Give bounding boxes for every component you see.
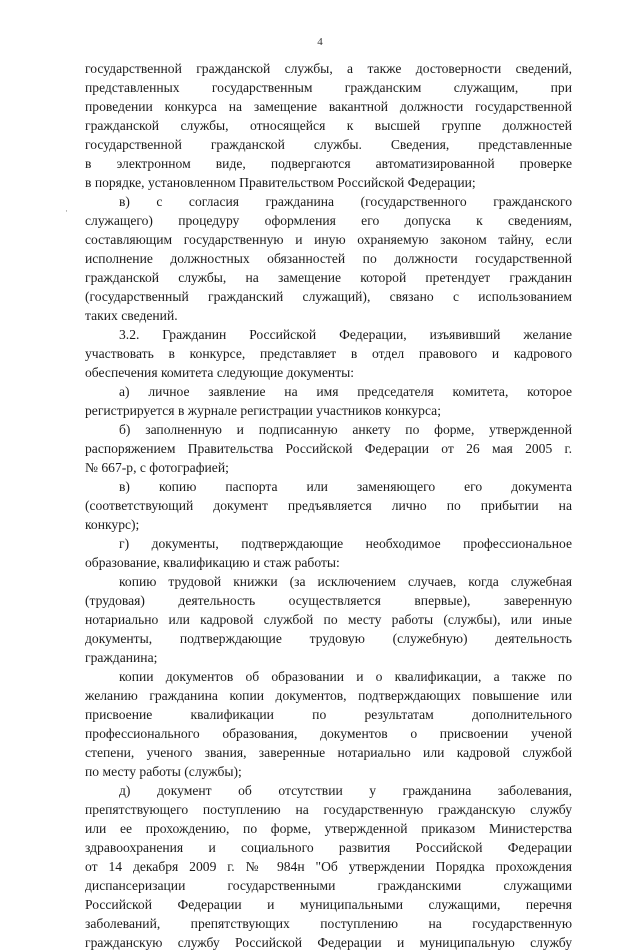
text-line: (государственный гражданский служащий), связано с использованием: [85, 289, 572, 304]
text-line: диспансеризации государственными гражданскими служащими: [85, 878, 572, 893]
text-line: г) документы, подтверждающие необходимое профессиональное: [119, 536, 572, 551]
text-line: по месту работы (службы);: [85, 764, 242, 779]
text-line: гражданской службы, относящейся к высшей группе должностей: [85, 118, 572, 133]
text-line: обеспечения комитета следующие документы:: [85, 365, 355, 380]
text-line: в порядке, установленном Правительством Российской Федерации;: [85, 175, 476, 190]
text-line: степени, ученого звания, заверенные нотариально или кадровой службой: [85, 745, 572, 760]
text-line: документы, подтверждающие трудовую (служебную) деятельность: [85, 631, 572, 646]
text-line: гражданскую службу Российской Федерации и муниципальную службу: [85, 935, 572, 950]
text-line: д) документ об отсутствии у гражданина заболевания,: [119, 783, 572, 798]
document-body: [85, 59, 572, 952]
text-line: государственной гражданской службы, а также достоверности сведений,: [85, 61, 572, 76]
text-line: препятствующего поступлению на государственную гражданскую службу: [85, 802, 572, 817]
text-line: или ее прохождению, по форме, утвержденной приказом Министерства: [85, 821, 572, 836]
text-line: гражданина;: [85, 650, 158, 665]
text-line: в электронном виде, подвергаются автоматизированной проверке: [85, 156, 572, 171]
text-line: служащего) процедуру оформления его допуска к сведениям,: [85, 213, 572, 228]
text-line: представленных государственным гражданским служащим, при: [85, 80, 572, 95]
text-line: исполнение должностных обязанностей по должности государственной: [85, 251, 572, 266]
text-line: 3.2. Гражданин Российской Федерации, изъявивший желание: [119, 327, 572, 342]
text-line: (трудовая) деятельность осуществляется впервые), заверенную: [85, 593, 572, 608]
text-line: таких сведений.: [85, 308, 178, 323]
text-line: (соответствующий документ предъявляется лично по прибытии на: [85, 498, 572, 513]
text-line: № 667-р, с фотографией;: [85, 460, 229, 475]
text-line: желанию гражданина копии документов, подтверждающих повышение или: [85, 688, 572, 703]
text-line: гражданской службы, на замещение которой претендует гражданин: [85, 270, 572, 285]
page-number: 4: [317, 36, 323, 48]
text-line: образование, квалификацию и стаж работы:: [85, 555, 340, 570]
margin-mark: ·: [65, 206, 68, 216]
text-line: участвовать в конкурсе, представляет в отдел правового и кадрового: [85, 346, 572, 361]
text-line: здравоохранения и социального развития Российской Федерации: [85, 840, 572, 855]
text-line: нотариально или кадровой службой по месту работы (службы), или иные: [85, 612, 572, 627]
text-line: регистрируется в журнале регистрации участников конкурса;: [85, 403, 441, 418]
text-line: Российской Федерации и муниципальными служащими, перечня: [85, 897, 572, 912]
text-line: б) заполненную и подписанную анкету по форме, утвержденной: [119, 422, 572, 437]
text-line: копии документов об образовании и о квалификации, а также по: [119, 669, 572, 684]
text-line: распоряжением Правительства Российской Федерации от 26 мая 2005 г.: [85, 441, 572, 456]
text-line: государственной гражданской службы. Сведения, представленные: [85, 137, 572, 152]
text-line: от 14 декабря 2009 г. № 984н "Об утверждении Порядка прохождения: [85, 859, 572, 874]
text-line: копию трудовой книжки (за исключением случаев, когда служебная: [119, 574, 572, 589]
text-line: в) копию паспорта или заменяющего его документа: [119, 479, 572, 494]
text-line: в) с согласия гражданина (государственного гражданского: [119, 194, 572, 209]
text-line: присвоение квалификации по результатам дополнительного: [85, 707, 572, 722]
text-line: а) личное заявление на имя председателя комитета, которое: [119, 384, 572, 399]
text-line: конкурс);: [85, 517, 140, 532]
text-line: заболеваний, препятствующих поступлению на государственную: [85, 916, 572, 931]
text-line: проведении конкурса на замещение вакантной должности государственной: [85, 99, 572, 114]
text-line: составляющим государственную и иную охраняемую законом тайну, если: [85, 232, 572, 247]
text-line: профессионального образования, документов о присвоении ученой: [85, 726, 572, 741]
